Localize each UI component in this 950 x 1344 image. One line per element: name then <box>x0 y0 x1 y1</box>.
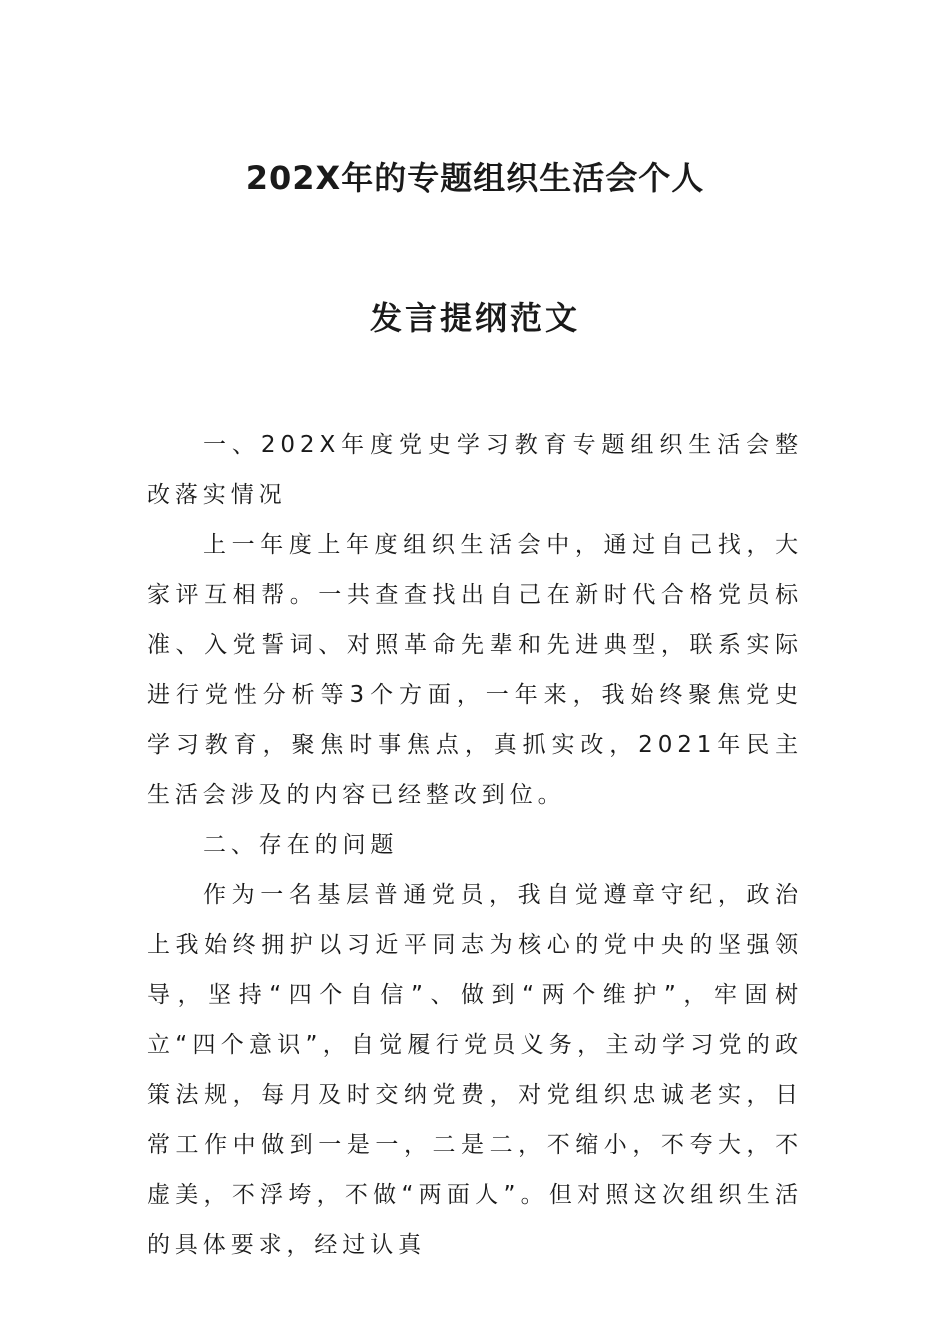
section-heading-2: 二、存在的问题 <box>203 832 399 858</box>
section-heading-1: 一、202X年度党史学习教育专题组织生活会整改落实情况 <box>147 432 803 508</box>
document-body <box>147 420 803 1270</box>
document-title-line-2: 发言提纲范文 <box>369 299 580 337</box>
document-title-line-1: 202X年的专题组织生活会个人 <box>245 159 705 197</box>
paragraph-1: 上一年度上年度组织生活会中，通过自己找，大家评互相帮。一共查查找出自己在新时代合格党员标准、入党誓词、对照革命先辈和先进典型，联系实际进行党性分析等3个方面，一年来，我始终聚焦党史学习教育，聚焦时事焦点，真抓实改，2021年民主生活会涉及的内容已经整改到位。 <box>147 532 803 808</box>
paragraph-2: 作为一名基层普通党员，我自觉遵章守纪，政治上我始终拥护以习近平同志为核心的党中央的坚强领导，坚持“四个自信”、做到“两个维护”，牢固树立“四个意识”，自觉履行党员义务，主动学习党的政策法规，每月及时交纳党费，对党组织忠诚老实，日常工作中做到一是一，二是二，不缩小，不夸大，不虚美，不浮垮，不做“两面人”。但对照这次组织生活的具体要求，经过认真 <box>147 882 803 1258</box>
